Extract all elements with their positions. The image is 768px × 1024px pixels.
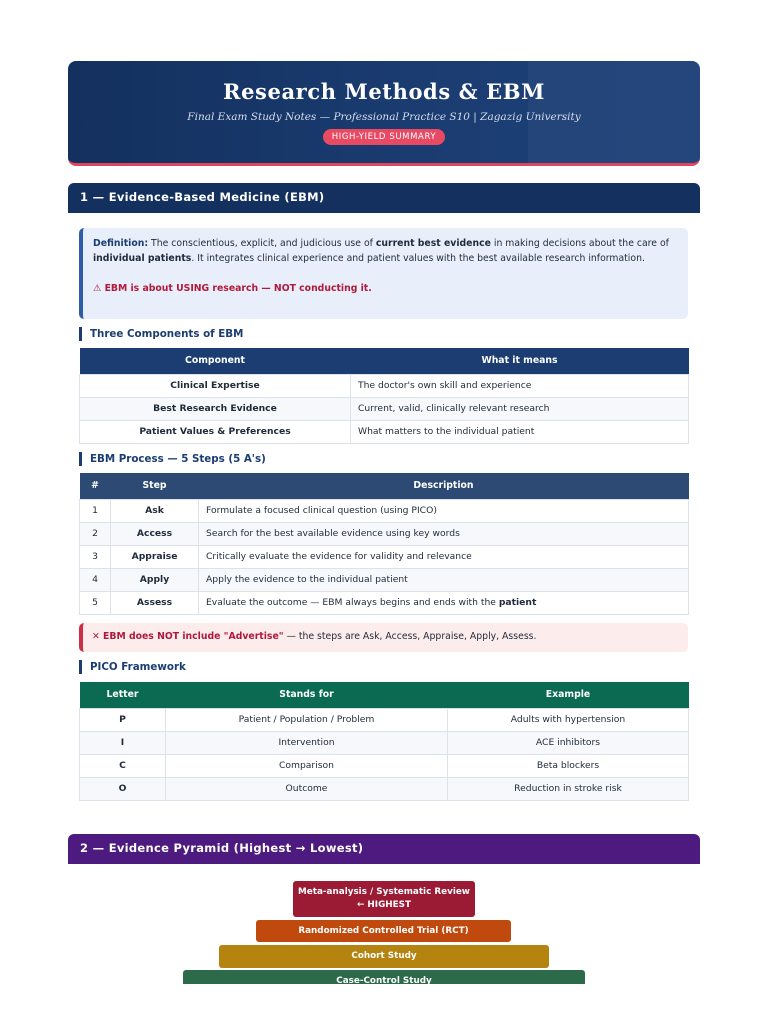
table-row xyxy=(80,754,689,777)
table-cell: 2 xyxy=(80,522,111,545)
table-cell: Search for the best available evidence using key words xyxy=(199,522,689,545)
table-cell: 5 xyxy=(80,591,111,614)
section-pyramid-title: 2 — Evidence Pyramid (Highest → Lowest) xyxy=(68,834,700,864)
definition-bold: current best evidence xyxy=(375,238,491,249)
table-cell: P xyxy=(80,708,166,731)
table-row xyxy=(80,522,689,545)
table-cell: Appraise xyxy=(111,545,199,568)
table-row xyxy=(80,591,689,614)
table-cell: Assess xyxy=(111,591,199,614)
header-shade xyxy=(528,61,700,163)
page-header xyxy=(68,61,700,166)
table-cell: Apply the evidence to the individual patient xyxy=(199,568,689,591)
table-cell: Beta blockers xyxy=(448,754,689,777)
table-cell: Patient Values & Preferences xyxy=(80,420,351,443)
pyramid-level-case-control: Case-Control Study xyxy=(183,970,585,984)
table-cell: Patient / Population / Problem xyxy=(166,708,448,731)
table-cell: ACE inhibitors xyxy=(448,731,689,754)
definition-part: in making decisions about the care of xyxy=(490,238,669,249)
table-row xyxy=(80,374,689,397)
column-header: Stands for xyxy=(166,682,448,708)
advertise-alert xyxy=(79,623,688,652)
alert-text: — the steps are Ask, Access, Appraise, Apply, Assess. xyxy=(283,631,537,642)
table-cell: Outcome xyxy=(166,777,448,800)
ebm-warning: ⚠ EBM is about USING research — NOT conducting it. xyxy=(93,283,372,294)
table-row xyxy=(80,731,689,754)
column-header: What it means xyxy=(351,348,689,374)
table-cell: Comparison xyxy=(166,754,448,777)
definition-text xyxy=(93,236,678,266)
column-header: Component xyxy=(80,348,351,374)
table-cell: Intervention xyxy=(166,731,448,754)
column-header: Step xyxy=(111,473,199,499)
cell-bold: patient xyxy=(498,597,537,608)
table-cell: Apply xyxy=(111,568,199,591)
table-cell: Formulate a focused clinical question (using PICO) xyxy=(199,499,689,522)
pyramid-level-rct: Randomized Controlled Trial (RCT) xyxy=(256,920,511,942)
components-heading: Three Components of EBM xyxy=(79,327,243,341)
table-row xyxy=(80,568,689,591)
table-cell: C xyxy=(80,754,166,777)
pico-table xyxy=(79,682,689,801)
definition-box xyxy=(79,228,688,319)
table-cell: Clinical Expertise xyxy=(80,374,351,397)
pyramid-level-cohort: Cohort Study xyxy=(219,945,549,968)
table-row xyxy=(80,420,689,443)
table-cell: The doctor's own skill and experience xyxy=(351,374,689,397)
definition-bold: individual patients xyxy=(93,253,192,264)
page-title: Research Methods & EBM xyxy=(223,79,545,104)
column-header: # xyxy=(80,473,111,499)
definition-label: Definition: xyxy=(93,238,149,249)
page-subtitle: Final Exam Study Notes — Professional Practice S10 | Zagazig University xyxy=(187,111,581,123)
table-cell: What matters to the individual patient xyxy=(351,420,689,443)
table-cell: 4 xyxy=(80,568,111,591)
table-cell: Access xyxy=(111,522,199,545)
column-header: Description xyxy=(199,473,689,499)
column-header: Example xyxy=(448,682,689,708)
table-cell: O xyxy=(80,777,166,800)
pyramid-level-meta-analysis: Meta-analysis / Systematic Review ← HIGHEST xyxy=(293,881,475,917)
table-cell: Reduction in stroke risk xyxy=(448,777,689,800)
process-table xyxy=(79,473,689,615)
table-cell: I xyxy=(80,731,166,754)
table-row xyxy=(80,777,689,800)
table-cell: Ask xyxy=(111,499,199,522)
section-ebm-title: 1 — Evidence-Based Medicine (EBM) xyxy=(68,183,700,213)
cell-text: Evaluate the outcome — EBM always begins and ends with the xyxy=(206,597,499,608)
components-table xyxy=(79,348,689,444)
alert-bold: ✕ EBM does NOT include "Advertise" xyxy=(92,631,284,642)
pico-heading: PICO Framework xyxy=(79,660,186,674)
table-row xyxy=(80,397,689,420)
table-row xyxy=(80,708,689,731)
table-cell xyxy=(199,591,689,614)
definition-part: . It integrates clinical experience and patient values with the best available research information. xyxy=(191,253,645,264)
table-cell: Best Research Evidence xyxy=(80,397,351,420)
high-yield-badge: HIGH-YIELD SUMMARY xyxy=(323,129,445,145)
column-header: Letter xyxy=(80,682,166,708)
table-cell: Critically evaluate the evidence for validity and relevance xyxy=(199,545,689,568)
table-cell: Current, valid, clinically relevant research xyxy=(351,397,689,420)
table-cell: 1 xyxy=(80,499,111,522)
definition-part: The conscientious, explicit, and judicious use of xyxy=(148,238,376,249)
table-row xyxy=(80,545,689,568)
table-row xyxy=(80,499,689,522)
table-cell: 3 xyxy=(80,545,111,568)
process-heading: EBM Process — 5 Steps (5 A's) xyxy=(79,452,266,466)
table-cell: Adults with hypertension xyxy=(448,708,689,731)
